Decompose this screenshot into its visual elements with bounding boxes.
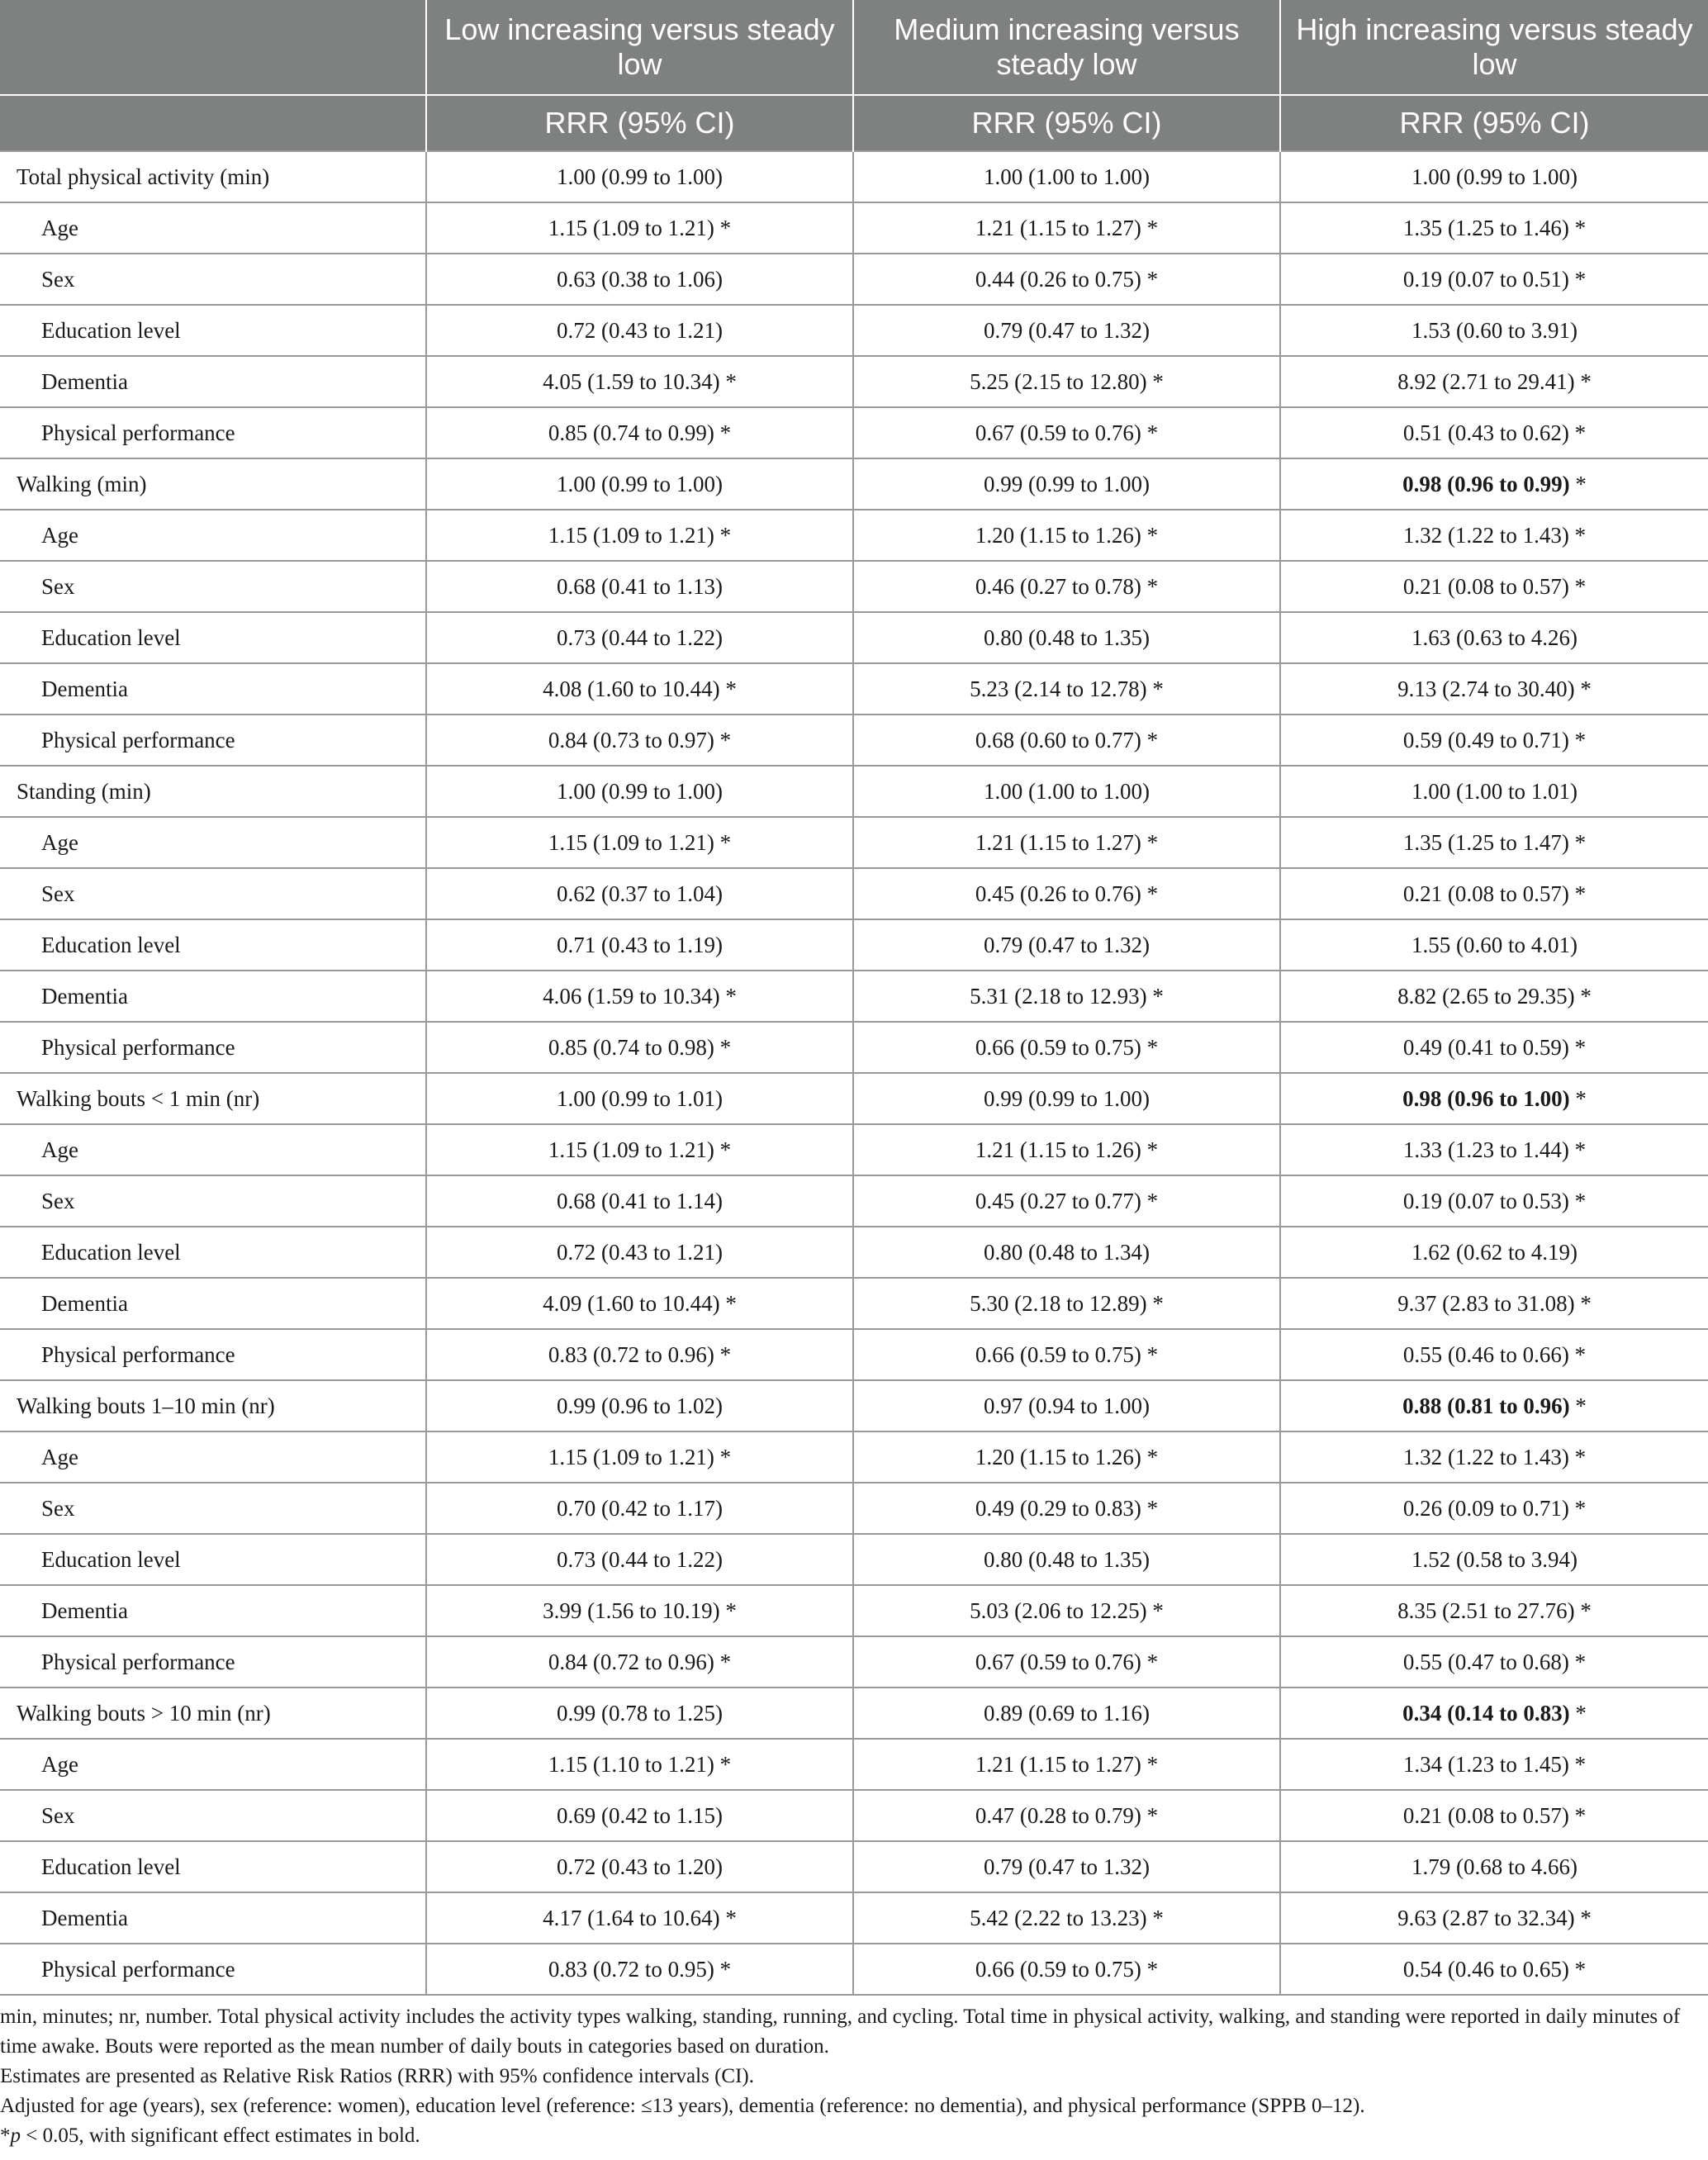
covariate-row	[0, 612, 1708, 663]
covariate-label: Education level	[0, 1841, 426, 1892]
exposure-label: Walking bouts < 1 min (nr)	[0, 1073, 426, 1124]
rrr-cell-medium-increasing: 0.44 (0.26 to 0.75) *	[853, 254, 1280, 305]
covariate-row	[0, 919, 1708, 971]
rrr-cell-medium-increasing: 0.46 (0.27 to 0.78) *	[853, 561, 1280, 612]
rrr-cell-high-increasing: 1.35 (1.25 to 1.46) *	[1280, 202, 1708, 254]
rrr-cell-medium-increasing: 1.20 (1.15 to 1.26) *	[853, 510, 1280, 561]
rrr-cell-high-increasing	[1280, 458, 1708, 510]
subheader-corner	[0, 95, 426, 151]
rrr-cell-medium-increasing: 1.21 (1.15 to 1.26) *	[853, 1124, 1280, 1175]
rrr-cell-low-increasing: 1.15 (1.10 to 1.21) *	[426, 1739, 853, 1790]
covariate-label: Age	[0, 510, 426, 561]
covariate-row	[0, 1431, 1708, 1483]
rrr-cell-low-increasing: 0.62 (0.37 to 1.04)	[426, 868, 853, 919]
covariate-label: Education level	[0, 1534, 426, 1585]
significance-marker: *	[1569, 1700, 1587, 1726]
rrr-cell-low-increasing: 0.73 (0.44 to 1.22)	[426, 1534, 853, 1585]
covariate-row	[0, 868, 1708, 919]
rrr-cell-medium-increasing: 0.67 (0.59 to 0.76) *	[853, 1636, 1280, 1688]
rrr-cell-high-increasing: 1.52 (0.58 to 3.94)	[1280, 1534, 1708, 1585]
rrr-cell-low-increasing: 1.00 (0.99 to 1.00)	[426, 458, 853, 510]
rrr-cell-high-increasing: 9.63 (2.87 to 32.34) *	[1280, 1892, 1708, 1944]
rrr-cell-medium-increasing: 5.42 (2.22 to 13.23) *	[853, 1892, 1280, 1944]
subheader-rrr-medium: RRR (95% CI)	[853, 95, 1280, 151]
covariate-label: Physical performance	[0, 407, 426, 458]
rrr-cell-low-increasing: 1.15 (1.09 to 1.21) *	[426, 510, 853, 561]
rrr-cell-low-increasing: 0.70 (0.42 to 1.17)	[426, 1483, 853, 1534]
rrr-cell-high-increasing: 1.62 (0.62 to 4.19)	[1280, 1227, 1708, 1278]
rrr-cell-low-increasing: 1.15 (1.09 to 1.21) *	[426, 1124, 853, 1175]
rrr-cell-medium-increasing: 5.03 (2.06 to 12.25) *	[853, 1585, 1280, 1636]
covariate-label: Physical performance	[0, 714, 426, 766]
rrr-cell-high-increasing: 1.32 (1.22 to 1.43) *	[1280, 510, 1708, 561]
exposure-label: Walking (min)	[0, 458, 426, 510]
covariate-label: Sex	[0, 868, 426, 919]
covariate-row	[0, 817, 1708, 868]
rrr-cell-high-increasing: 8.82 (2.65 to 29.35) *	[1280, 971, 1708, 1022]
rrr-cell-medium-increasing: 0.66 (0.59 to 0.75) *	[853, 1329, 1280, 1380]
covariate-row	[0, 1892, 1708, 1944]
covariate-row	[0, 1124, 1708, 1175]
rrr-cell-low-increasing: 0.72 (0.43 to 1.21)	[426, 1227, 853, 1278]
covariate-label: Sex	[0, 254, 426, 305]
rrr-cell-low-increasing: 4.06 (1.59 to 10.34) *	[426, 971, 853, 1022]
rrr-cell-low-increasing: 0.99 (0.96 to 1.02)	[426, 1380, 853, 1431]
covariate-label: Education level	[0, 612, 426, 663]
rrr-cell-high-increasing: 0.49 (0.41 to 0.59) *	[1280, 1022, 1708, 1073]
covariate-label: Education level	[0, 919, 426, 971]
rrr-cell-high-increasing: 8.35 (2.51 to 27.76) *	[1280, 1585, 1708, 1636]
rrr-cell-high-increasing: 1.55 (0.60 to 4.01)	[1280, 919, 1708, 971]
covariate-row	[0, 305, 1708, 356]
rrr-cell-medium-increasing: 1.00 (1.00 to 1.00)	[853, 151, 1280, 202]
rrr-cell-medium-increasing: 0.80 (0.48 to 1.34)	[853, 1227, 1280, 1278]
covariate-label: Physical performance	[0, 1329, 426, 1380]
covariate-row	[0, 1944, 1708, 1995]
rrr-cell-medium-increasing: 0.67 (0.59 to 0.76) *	[853, 407, 1280, 458]
covariate-label: Dementia	[0, 1892, 426, 1944]
subheader-rrr-low: RRR (95% CI)	[426, 95, 853, 151]
covariate-label: Sex	[0, 1175, 426, 1227]
rrr-cell-low-increasing: 0.68 (0.41 to 1.13)	[426, 561, 853, 612]
covariate-label: Age	[0, 202, 426, 254]
rrr-cell-medium-increasing: 1.00 (1.00 to 1.00)	[853, 766, 1280, 817]
covariate-label: Dementia	[0, 1585, 426, 1636]
rrr-cell-medium-increasing: 5.30 (2.18 to 12.89) *	[853, 1278, 1280, 1329]
rrr-cell-low-increasing: 0.85 (0.74 to 0.98) *	[426, 1022, 853, 1073]
table-header	[0, 0, 1708, 151]
covariate-row	[0, 1790, 1708, 1841]
rrr-cell-high-increasing	[1280, 1688, 1708, 1739]
rrr-cell-low-increasing: 1.15 (1.09 to 1.21) *	[426, 202, 853, 254]
rrr-cell-low-increasing: 0.72 (0.43 to 1.20)	[426, 1841, 853, 1892]
covariate-label: Age	[0, 817, 426, 868]
rrr-cell-high-increasing: 0.21 (0.08 to 0.57) *	[1280, 1790, 1708, 1841]
footnote-estimates: Estimates are presented as Relative Risk Ratios (RRR) with 95% confidence intervals (CI).	[0, 2065, 754, 2087]
covariate-label: Education level	[0, 1227, 426, 1278]
covariate-row	[0, 1534, 1708, 1585]
rrr-cell-high-increasing: 1.33 (1.23 to 1.44) *	[1280, 1124, 1708, 1175]
rrr-cell-high-increasing: 0.21 (0.08 to 0.57) *	[1280, 868, 1708, 919]
rrr-cell-high-increasing: 1.00 (0.99 to 1.00)	[1280, 151, 1708, 202]
subheader-row	[0, 95, 1708, 151]
exposure-label: Walking bouts > 10 min (nr)	[0, 1688, 426, 1739]
rrr-cell-medium-increasing: 5.23 (2.14 to 12.78) *	[853, 663, 1280, 714]
header-corner	[0, 0, 426, 95]
covariate-label: Dementia	[0, 971, 426, 1022]
exposure-label: Total physical activity (min)	[0, 151, 426, 202]
rrr-cell-medium-increasing: 0.47 (0.28 to 0.79) *	[853, 1790, 1280, 1841]
covariate-label: Age	[0, 1124, 426, 1175]
footnote-adjusted: Adjusted for age (years), sex (reference: women), education level (reference: ≤13 years), dementia (reference: no dementia), and physical performance (SPPB 0–12).	[0, 2095, 1365, 2117]
rrr-cell-low-increasing: 0.83 (0.72 to 0.96) *	[426, 1329, 853, 1380]
covariate-label: Sex	[0, 561, 426, 612]
significance-marker: *	[1569, 1393, 1587, 1418]
rrr-cell-medium-increasing: 0.68 (0.60 to 0.77) *	[853, 714, 1280, 766]
rrr-cell-low-increasing: 1.00 (0.99 to 1.00)	[426, 151, 853, 202]
significant-estimate: 0.34 (0.14 to 0.83)	[1402, 1700, 1570, 1726]
rrr-cell-low-increasing: 0.73 (0.44 to 1.22)	[426, 612, 853, 663]
covariate-label: Dementia	[0, 1278, 426, 1329]
rrr-cell-low-increasing: 0.72 (0.43 to 1.21)	[426, 305, 853, 356]
rrr-cell-medium-increasing: 0.80 (0.48 to 1.35)	[853, 1534, 1280, 1585]
covariate-label: Dementia	[0, 356, 426, 407]
exposure-row	[0, 1073, 1708, 1124]
exposure-row	[0, 1688, 1708, 1739]
covariate-label: Physical performance	[0, 1636, 426, 1688]
rrr-cell-low-increasing: 1.15 (1.09 to 1.21) *	[426, 817, 853, 868]
rrr-cell-medium-increasing: 0.49 (0.29 to 0.83) *	[853, 1483, 1280, 1534]
rrr-cell-medium-increasing: 0.66 (0.59 to 0.75) *	[853, 1944, 1280, 1995]
rrr-cell-low-increasing: 0.99 (0.78 to 1.25)	[426, 1688, 853, 1739]
covariate-row	[0, 714, 1708, 766]
subheader-rrr-high: RRR (95% CI)	[1280, 95, 1708, 151]
significance-marker: *	[1569, 1085, 1587, 1111]
rrr-cell-high-increasing: 0.21 (0.08 to 0.57) *	[1280, 561, 1708, 612]
table-body	[0, 151, 1708, 1995]
rrr-cell-medium-increasing: 0.89 (0.69 to 1.16)	[853, 1688, 1280, 1739]
rrr-cell-high-increasing: 1.35 (1.25 to 1.47) *	[1280, 817, 1708, 868]
rrr-cell-high-increasing: 9.13 (2.74 to 30.40) *	[1280, 663, 1708, 714]
rrr-cell-medium-increasing: 1.21 (1.15 to 1.27) *	[853, 817, 1280, 868]
covariate-row	[0, 1636, 1708, 1688]
rrr-cell-low-increasing: 1.15 (1.09 to 1.21) *	[426, 1431, 853, 1483]
covariate-label: Sex	[0, 1790, 426, 1841]
table-footnotes	[0, 2002, 1701, 2151]
rrr-cell-low-increasing: 1.00 (0.99 to 1.00)	[426, 766, 853, 817]
rrr-cell-medium-increasing: 1.21 (1.15 to 1.27) *	[853, 1739, 1280, 1790]
covariate-label: Education level	[0, 305, 426, 356]
rrr-cell-medium-increasing: 5.31 (2.18 to 12.93) *	[853, 971, 1280, 1022]
rrr-cell-low-increasing: 0.68 (0.41 to 1.14)	[426, 1175, 853, 1227]
exposure-row	[0, 151, 1708, 202]
rrr-cell-high-increasing: 1.53 (0.60 to 3.91)	[1280, 305, 1708, 356]
rrr-cell-high-increasing: 0.54 (0.46 to 0.65) *	[1280, 1944, 1708, 1995]
exposure-row	[0, 458, 1708, 510]
header-low-increasing: Low increasing versus steady low	[426, 0, 853, 95]
rrr-cell-low-increasing: 0.84 (0.72 to 0.96) *	[426, 1636, 853, 1688]
rrr-cell-low-increasing: 0.71 (0.43 to 1.19)	[426, 919, 853, 971]
rrr-cell-low-increasing: 1.00 (0.99 to 1.01)	[426, 1073, 853, 1124]
exposure-row	[0, 766, 1708, 817]
covariate-row	[0, 1022, 1708, 1073]
rrr-cell-high-increasing: 1.32 (1.22 to 1.43) *	[1280, 1431, 1708, 1483]
header-high-increasing: High increasing versus steady low	[1280, 0, 1708, 95]
rrr-cell-high-increasing: 1.00 (1.00 to 1.01)	[1280, 766, 1708, 817]
significant-estimate: 0.88 (0.81 to 0.96)	[1402, 1393, 1570, 1418]
rrr-cell-medium-increasing: 0.97 (0.94 to 1.00)	[853, 1380, 1280, 1431]
rrr-cell-medium-increasing: 1.20 (1.15 to 1.26) *	[853, 1431, 1280, 1483]
rrr-cell-medium-increasing: 0.79 (0.47 to 1.32)	[853, 1841, 1280, 1892]
rrr-cell-high-increasing: 0.55 (0.47 to 0.68) *	[1280, 1636, 1708, 1688]
rrr-cell-high-increasing: 0.19 (0.07 to 0.53) *	[1280, 1175, 1708, 1227]
covariate-row	[0, 971, 1708, 1022]
rrr-cell-low-increasing: 0.63 (0.38 to 1.06)	[426, 254, 853, 305]
covariate-label: Dementia	[0, 663, 426, 714]
covariate-row	[0, 510, 1708, 561]
significant-estimate: 0.98 (0.96 to 0.99)	[1402, 471, 1570, 496]
rrr-cell-high-increasing: 1.63 (0.63 to 4.26)	[1280, 612, 1708, 663]
exposure-label: Standing (min)	[0, 766, 426, 817]
significant-estimate: 0.98 (0.96 to 1.00)	[1402, 1085, 1570, 1111]
header-medium-increasing: Medium increasing versus steady low	[853, 0, 1280, 95]
rrr-cell-medium-increasing: 0.79 (0.47 to 1.32)	[853, 919, 1280, 971]
rrr-cell-high-increasing: 1.79 (0.68 to 4.66)	[1280, 1841, 1708, 1892]
rrr-cell-high-increasing: 0.19 (0.07 to 0.51) *	[1280, 254, 1708, 305]
rrr-cell-high-increasing: 1.34 (1.23 to 1.45) *	[1280, 1739, 1708, 1790]
rrr-cell-medium-increasing: 1.21 (1.15 to 1.27) *	[853, 202, 1280, 254]
covariate-row	[0, 202, 1708, 254]
rrr-cell-low-increasing: 0.84 (0.73 to 0.97) *	[426, 714, 853, 766]
covariate-row	[0, 1585, 1708, 1636]
covariate-row	[0, 356, 1708, 407]
rrr-cell-medium-increasing: 0.79 (0.47 to 1.32)	[853, 305, 1280, 356]
rrr-cell-high-increasing	[1280, 1073, 1708, 1124]
rrr-cell-low-increasing: 0.83 (0.72 to 0.95) *	[426, 1944, 853, 1995]
rrr-cell-high-increasing: 8.92 (2.71 to 29.41) *	[1280, 356, 1708, 407]
covariate-label: Physical performance	[0, 1944, 426, 1995]
rrr-cell-high-increasing: 0.26 (0.09 to 0.71) *	[1280, 1483, 1708, 1534]
covariate-row	[0, 1739, 1708, 1790]
footnote-significance	[0, 2121, 1701, 2151]
covariate-row	[0, 1278, 1708, 1329]
covariate-row	[0, 1483, 1708, 1534]
covariate-label: Sex	[0, 1483, 426, 1534]
rrr-cell-low-increasing: 0.69 (0.42 to 1.15)	[426, 1790, 853, 1841]
rrr-cell-medium-increasing: 0.99 (0.99 to 1.00)	[853, 458, 1280, 510]
rrr-cell-medium-increasing: 0.99 (0.99 to 1.00)	[853, 1073, 1280, 1124]
footnote-significance-text: < 0.05, with significant effect estimates in bold.	[21, 2124, 420, 2147]
footnote-abbreviations: min, minutes; nr, number. Total physical activity includes the activity types walking, standing, running, and cycling. Total time in physical activity, walking, and standing were reported in daily minutes of time awake. Bouts were reported as the mean number of daily bouts in categories based on duration.	[0, 2006, 1681, 2058]
rrr-cell-high-increasing: 9.37 (2.83 to 31.08) *	[1280, 1278, 1708, 1329]
rrr-cell-low-increasing: 4.08 (1.60 to 10.44) *	[426, 663, 853, 714]
rrr-cell-medium-increasing: 0.45 (0.27 to 0.77) *	[853, 1175, 1280, 1227]
rrr-cell-medium-increasing: 0.66 (0.59 to 0.75) *	[853, 1022, 1280, 1073]
significance-marker: *	[1569, 471, 1587, 496]
covariate-row	[0, 1841, 1708, 1892]
covariate-row	[0, 1175, 1708, 1227]
footnote-asterisk: *	[0, 2124, 11, 2147]
rrr-cell-low-increasing: 4.09 (1.60 to 10.44) *	[426, 1278, 853, 1329]
footnote-p: p	[10, 2124, 21, 2147]
rrr-cell-low-increasing: 0.85 (0.74 to 0.99) *	[426, 407, 853, 458]
covariate-row	[0, 1329, 1708, 1380]
rrr-cell-high-increasing	[1280, 1380, 1708, 1431]
rrr-cell-medium-increasing: 5.25 (2.15 to 12.80) *	[853, 356, 1280, 407]
rrr-cell-medium-increasing: 0.45 (0.26 to 0.76) *	[853, 868, 1280, 919]
rrr-cell-low-increasing: 4.17 (1.64 to 10.64) *	[426, 1892, 853, 1944]
rrr-cell-low-increasing: 3.99 (1.56 to 10.19) *	[426, 1585, 853, 1636]
covariate-label: Age	[0, 1431, 426, 1483]
rrr-cell-medium-increasing: 0.80 (0.48 to 1.35)	[853, 612, 1280, 663]
rrr-cell-high-increasing: 0.55 (0.46 to 0.66) *	[1280, 1329, 1708, 1380]
covariate-label: Physical performance	[0, 1022, 426, 1073]
covariate-row	[0, 561, 1708, 612]
rrr-cell-high-increasing: 0.59 (0.49 to 0.71) *	[1280, 714, 1708, 766]
covariate-row	[0, 407, 1708, 458]
header-row	[0, 0, 1708, 95]
exposure-label: Walking bouts 1–10 min (nr)	[0, 1380, 426, 1431]
rrr-cell-low-increasing: 4.05 (1.59 to 10.34) *	[426, 356, 853, 407]
rrr-cell-high-increasing: 0.51 (0.43 to 0.62) *	[1280, 407, 1708, 458]
covariate-row	[0, 254, 1708, 305]
exposure-row	[0, 1380, 1708, 1431]
covariate-label: Age	[0, 1739, 426, 1790]
covariate-row	[0, 1227, 1708, 1278]
covariate-row	[0, 663, 1708, 714]
